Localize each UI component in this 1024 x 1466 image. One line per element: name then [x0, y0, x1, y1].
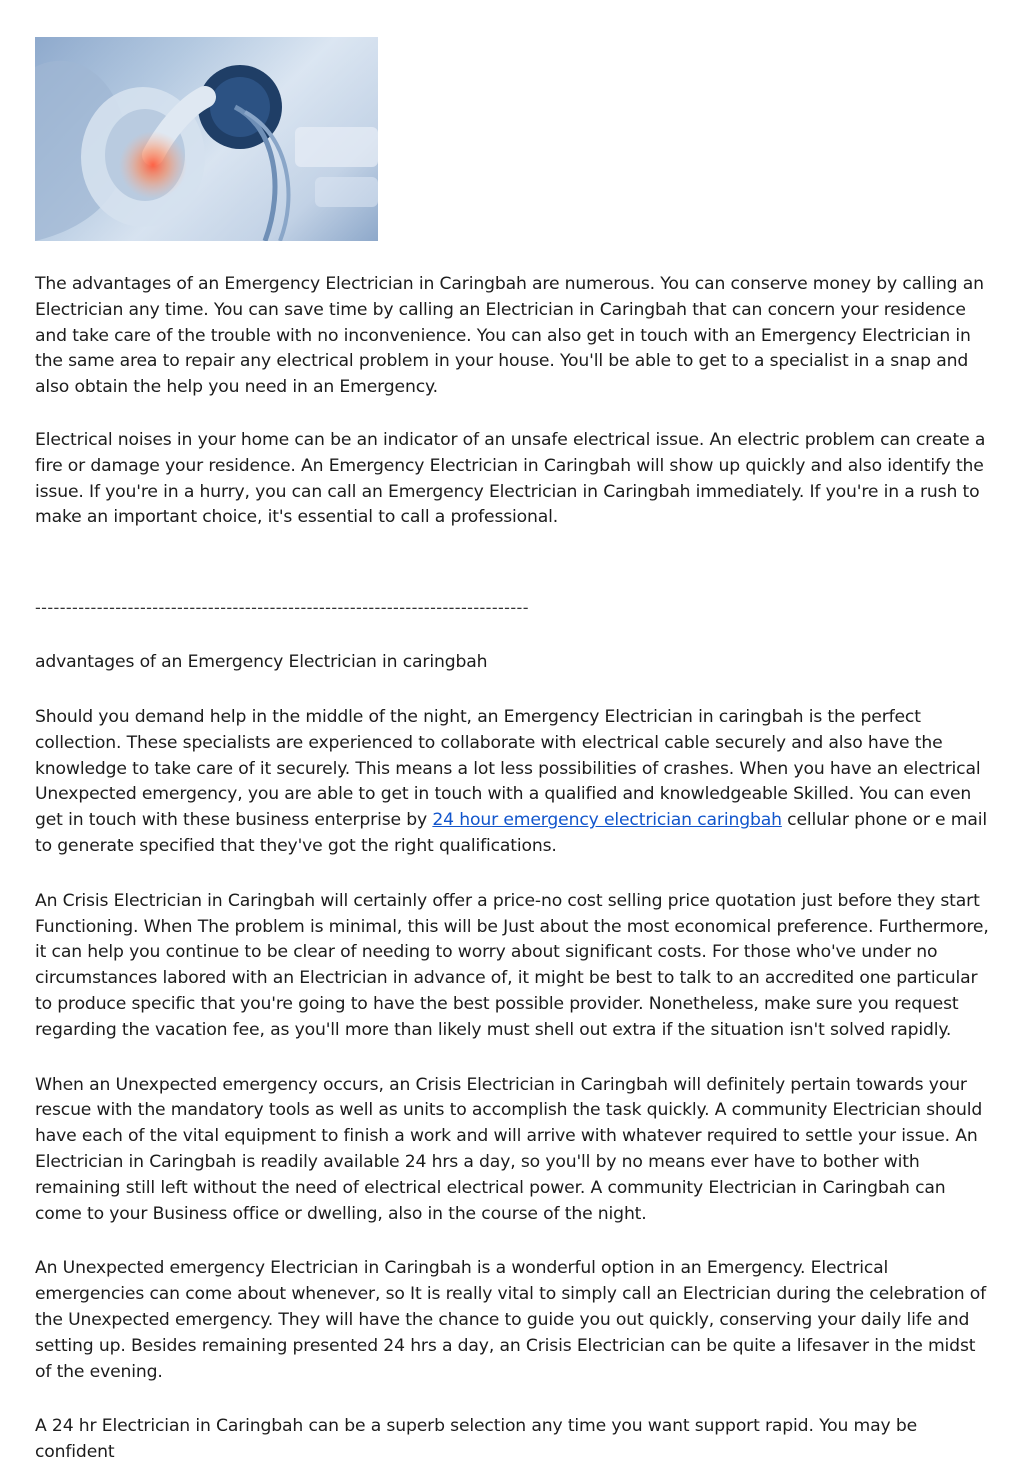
- section-divider: --------------------------------------------------------------------------------: [35, 598, 529, 618]
- night-help-text-before: Should you demand help in the middle of the night, an Emergency Electrician in caringbah is the perfect collection. These specialists are experienced to collaborate with electrical cable securely and also have the knowledge to take care of it securely. This means a lot less possibilities of crashes. When you have an electrical Unexpected emergency, you are able to get in touch with a qualified and knowledgeable Skilled. You can even get in touch with these business enterprise by: [35, 706, 981, 831]
- document-page: [35, 37, 990, 1466]
- intro-paragraph: The advantages of an Emergency Electrician in Caringbah are numerous. You can conserve money by calling an Electrician any time. You can save time by calling an Electrician in Caringbah that can concern your residence and take care of the trouble with no inconvenience. You can also get in touch with an Emergency Electrician in the same area to repair any electrical problem in your house. You'll be able to get to a specialist in a snap and also obtain the help you need in an Emergency.: [35, 274, 984, 398]
- emergency-electrician-link[interactable]: 24 hour emergency electrician caringbah: [432, 810, 782, 831]
- ev-charger-icon: [35, 37, 378, 241]
- ev-charger-photo: [35, 37, 378, 241]
- electrical-noises-paragraph: Electrical noises in your home can be an indicator of an unsafe electrical issue. An electric problem can create a fire or damage your residence. An Emergency Electrician in Caringbah will show up quickly and also identify the issue. If you're in a hurry, you can call an Emergency Electrician in Caringbah immediately. If you're in a rush to make an important choice, it's essential to call a professional.: [35, 429, 986, 528]
- night-help-text-after: cellular phone or e mail to generate specified that they've got the right qualifications.: [35, 810, 988, 856]
- wonderful-option-paragraph: An Unexpected emergency Electrician in Caringbah is a wonderful option in an Emergency. Electrical emergencies can come about whenever, so It is really vital to simply call an Electrician during the celebration of the Unexpected emergency. They will have the chance to guide you out quickly, conserving your daily life and setting up. Besides remaining presented 24 hrs a day, an Crisis Electrician can be quite a lifesaver in the midst of the evening.: [35, 1258, 987, 1382]
- rescue-paragraph: When an Unexpected emergency occurs, an Crisis Electrician in Caringbah will definitely pertain towards your rescue with the mandatory tools as well as units to accomplish the task quickly. A community Electrician should have each of the vital equipment to finish a work and will arrive with whatever required to settle your issue. An Electrician in Caringbah is readily available 24 hrs a day, so you'll by no means ever have to bother with remaining still left without the need of electrical electrical power. A community Electrician in Caringbah can come to your Business office or dwelling, also in the course of the night.: [35, 1074, 983, 1224]
- night-help-paragraph: [35, 705, 990, 860]
- section-subheading: advantages of an Emergency Electrician in caringbah: [35, 652, 488, 673]
- quotation-paragraph: An Crisis Electrician in Caringbah will certainly offer a price-no cost selling price quotation just before they start Functioning. When The problem is minimal, this will be Just about the most economical preference. Furthermore, it can help you continue to be clear of needing to worry about significant costs. For those who've under no circumstances labored with an Electrician in advance of, it might be best to talk to an accredited one particular to produce specific that you're going to have the best possible provider. Nonetheless, make sure you request regarding the vacation fee, as you'll more than likely must shell out extra if the situation isn't solved rapidly.: [35, 890, 989, 1040]
- superb-selection-paragraph: A 24 hr Electrician in Caringbah can be a superb selection any time you want support rapid. You may be confident: [35, 1416, 918, 1463]
